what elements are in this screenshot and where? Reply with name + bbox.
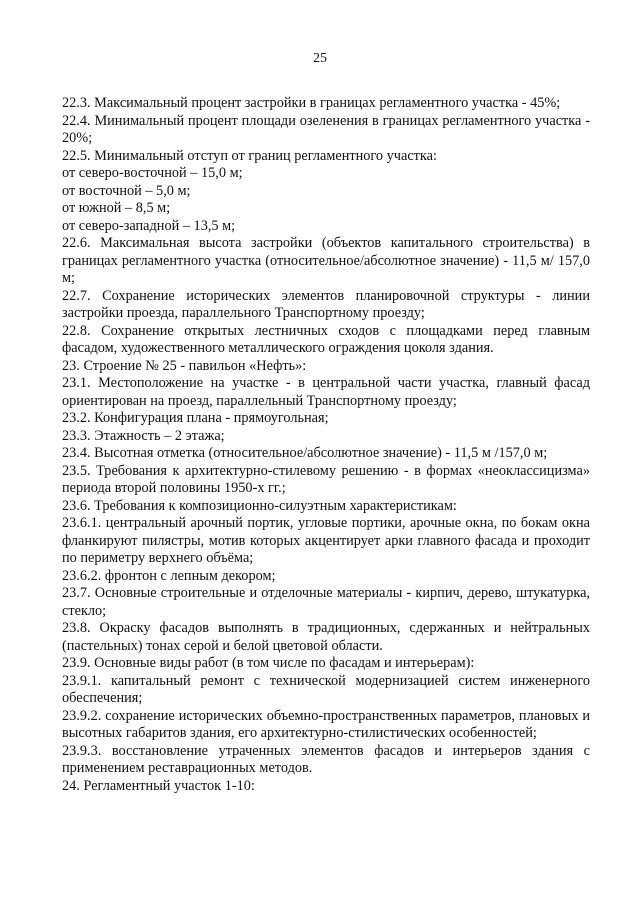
paragraph: 24. Регламентный участок 1-10: (62, 777, 255, 794)
paragraph: 23.2. Конфигурация плана - прямоугольная; (62, 410, 329, 426)
paragraph: 23.3. Этажность – 2 этажа; (62, 427, 225, 444)
paragraph: 23.8. Окраску фасадов выполнять в традиционных, сдержанных и нейтральных (пастельных) тонах серой и белой цветовой области. (62, 620, 590, 654)
paragraph: от северо-западной – 13,5 м; (62, 217, 236, 234)
paragraph: 23.9.3. восстановление утраченных элементов фасадов и интерьеров здания с применением реставрационных методов. (62, 742, 590, 776)
paragraph: 22.5. Минимальный отступ от границ регламентного участка: (62, 147, 437, 164)
paragraph: 23.6.1. центральный арочный портик, угловые портики, арочные окна, по бокам окна фланкируют пилястры, мотив которых акцентирует арки главного фасада и проходит по периметру верхнего объёма; (62, 515, 590, 566)
paragraph: от северо-восточной – 15,0 м; (62, 165, 243, 181)
paragraph: 22.8. Сохранение открытых лестничных сходов с площадками перед главным фасадом, художественного металлического ограждения цоколя здания. (62, 322, 590, 356)
paragraph: от южной – 8,5 м; (62, 200, 171, 216)
paragraph: 22.6. Максимальная высота застройки (объектов капитального строительства) в границах регламентного участка (относительное/абсолютное значение) - 11,5 м/ 157,0 м; (62, 235, 590, 286)
paragraph: 23.7. Основные строительные и отделочные материалы - кирпич, дерево, штукатурка, стекло; (62, 585, 590, 619)
paragraph: 23.6. Требования к композиционно-силуэтным характеристикам: (62, 497, 457, 514)
paragraph: 23.1. Местоположение на участке - в центральной части участка, главный фасад ориентирован на проезд, параллельный Транспортному проезду; (62, 375, 590, 409)
paragraph: 22.7. Сохранение исторических элементов планировочной структуры - линии застройки проезда, параллельного Транспортному проезду; (62, 287, 590, 321)
document-body (62, 95, 590, 795)
paragraph: 22.4. Минимальный процент площади озеленения в границах регламентного участка - 20%; (62, 112, 590, 146)
paragraph: 22.3. Максимальный процент застройки в границах регламентного участка - 45%; (62, 95, 561, 111)
paragraph: 23.5. Требования к архитектурно-стилевому решению - в формах «неоклассицизма» периода второй половины 1950-х гг.; (62, 462, 590, 496)
paragraph: 23.6.2. фронтон с лепным декором; (62, 567, 276, 584)
paragraph: 23.9. Основные виды работ (в том числе по фасадам и интерьерам): (62, 655, 475, 671)
paragraph: от восточной – 5,0 м; (62, 182, 191, 199)
paragraph: 23.4. Высотная отметка (относительное/абсолютное значение) - 11,5 м /157,0 м; (62, 445, 548, 461)
paragraph: 23.9.1. капитальный ремонт с технической модернизацией систем инженерного обеспечения; (62, 672, 590, 706)
paragraph: 23. Строение № 25 - павильон «Нефть»: (62, 357, 307, 374)
paragraph: 23.9.2. сохранение исторических объемно-пространственных параметров, плановых и высотных габаритов здания, его архитектурно-стилистических особенностей; (62, 707, 590, 741)
page-number: 25 (313, 51, 327, 66)
